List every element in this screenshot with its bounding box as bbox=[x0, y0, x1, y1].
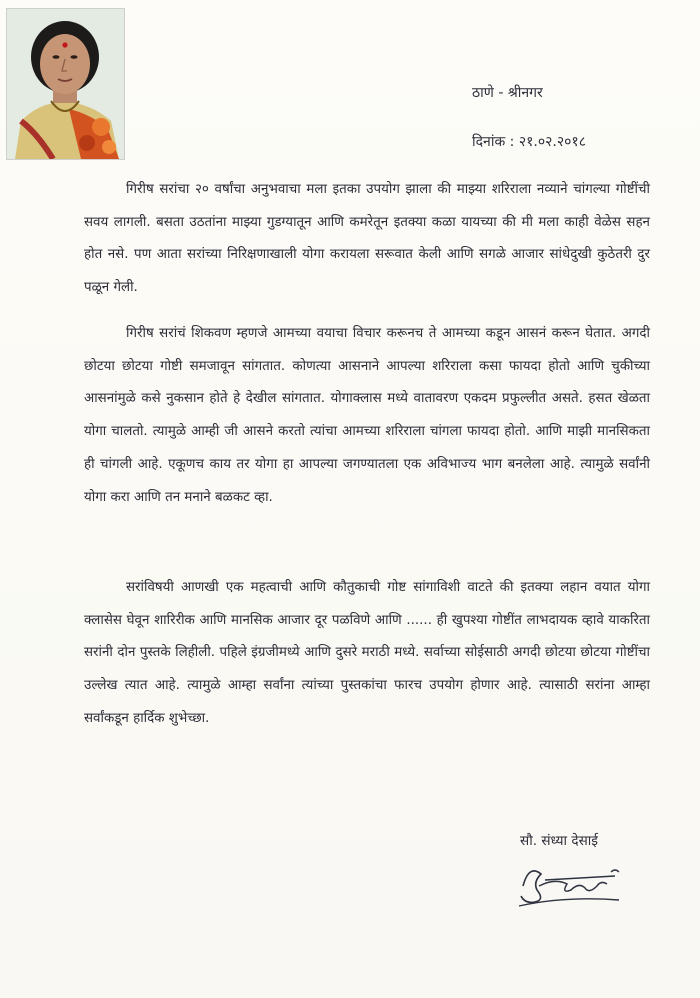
author-photo bbox=[6, 8, 125, 160]
paragraph-3: सरांविषयी आणखी एक महत्वाची आणि कौतुकाची गोष्ट सांगाविशी वाटते की इतक्या लहान वयात योगा क्लासेस घेवून शारिरीक आणि मानसिक आजार दूर पळविणे आणि ...... ही खुपश्या गोष्टींत लाभदायक व्हावे याकरिता सरांनी दोन पुस्तके लिहीली. पहिले इंग्रजीमध्ये आणि दुसरे मराठी मध्ये. सर्वाच्या सोईसाठी अगदी छोटया छोटया गोष्टींचा उल्लेख त्यात आहे. त्यामुळे आम्हा सर्वांना त्यांच्या पुस्तकांचा फारच उपयोग होणार आहे. त्यासाठी सरांना आम्हा सर्वांकडून हार्दिक शुभेच्छा. bbox=[84, 580, 650, 726]
paragraph-1: गिरीष सरांचा २० वर्षांचा अनुभवाचा मला इतका उपयोग झाला की माझ्या शरिराला नव्याने चांगल्या गोष्टींची सवय लागली. बसता उठतांना माझ्या गुडग्यातून आणि कमरेतून इतक्या कळा यायच्या की मी मला काही वेळेस सहन होत नसे. पण आता सरांच्या निरिक्षणाखाली योगा करायला सरूवात केली आणि सगळे आजार सांधेदुखी कुठेतरी दुर पळून गेली. bbox=[84, 182, 650, 296]
paragraph-2: गिरीष सरांचं शिकवण म्हणजे आमच्या वयाचा विचार करूनच ते आमच्या कडून आसनं करून घेतात. अगदी छोटया छोटया गोष्टी समजावून सांगतात. कोणत्या आसनाने आपल्या शरिराला कसा फायदा होतो आणि चुकीच्या आसनांमुळे कसे नुकसान होते हे देखील सांगतात. योगाक्लास मध्ये वातावरण एकदम प्रफुल्लीत असते. हसत खेळता योगा चालतो. त्यामुळे आम्ही जी आसने करतो त्यांचा आमच्या शरिराला चांगला फायदा होतो. आणि माझी मानसिकता ही चांगली आहे. एकूणच काय तर योगा हा आपल्या जगण्यातला एक अविभाज्य भाग बनलेला आहे. त्यामुळे सर्वांनी योगा करा आणि तन मनाने बळकट व्हा. bbox=[84, 326, 650, 505]
date-value: २१.०२.२०१८ bbox=[518, 134, 586, 150]
letter-place: ठाणे - श्रीनगर bbox=[472, 85, 543, 101]
date-label: दिनांक : bbox=[472, 134, 515, 150]
letter-date bbox=[472, 132, 586, 151]
signer-name: सौ. संध्या देसाई bbox=[520, 833, 598, 849]
handwritten-signature bbox=[515, 856, 625, 912]
